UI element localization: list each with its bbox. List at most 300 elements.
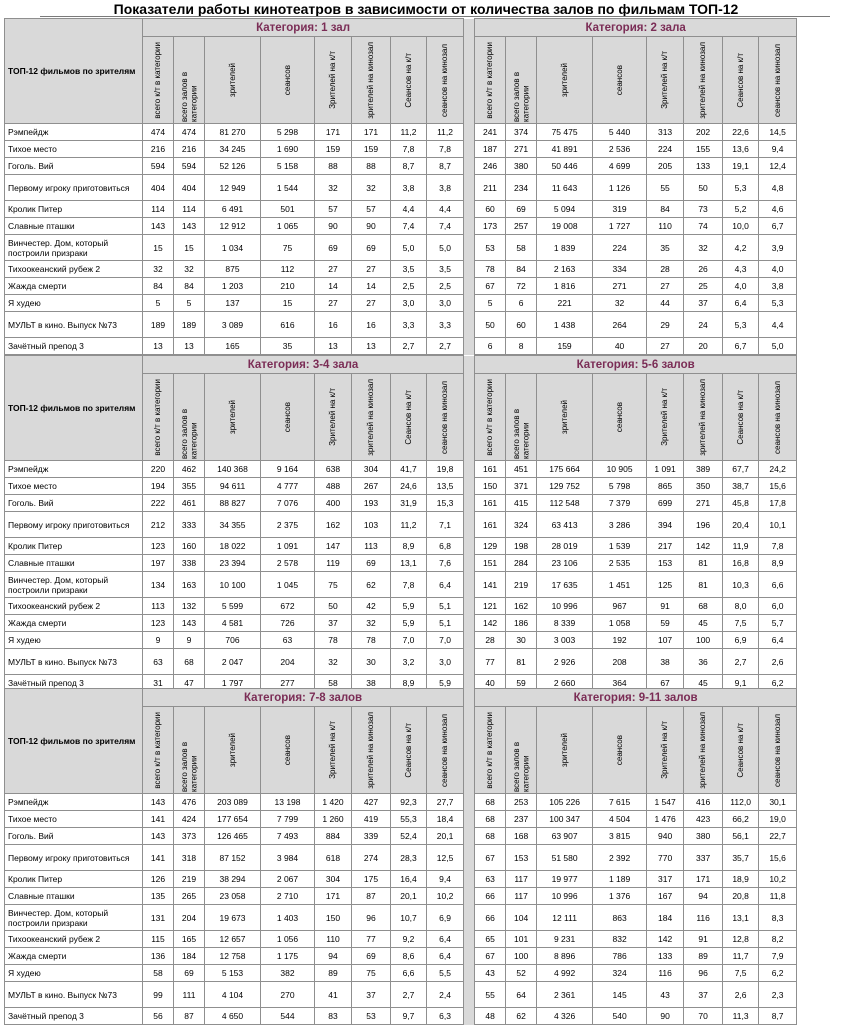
- column-header: [647, 374, 684, 461]
- table-cell: 68: [475, 828, 506, 845]
- table-cell: 16: [352, 312, 391, 338]
- table-cell: 7 076: [261, 495, 315, 512]
- table-cell: 35,7: [723, 845, 759, 871]
- column-header-label: сеансов на кинозал: [440, 713, 450, 787]
- table-cell: 884: [315, 828, 352, 845]
- table-cell: 143: [174, 218, 205, 235]
- table-cell: 59: [647, 615, 684, 632]
- column-header: [174, 374, 205, 461]
- table-cell: 66: [475, 888, 506, 905]
- table-cell: 91: [647, 598, 684, 615]
- table-cell: 304: [352, 461, 391, 478]
- category-title-left: Категория: 1 зал: [143, 19, 464, 37]
- table-cell: 2 361: [537, 982, 593, 1008]
- table-cell: 16: [315, 312, 352, 338]
- table-cell: 373: [174, 828, 205, 845]
- column-header: [537, 374, 593, 461]
- table-cell: 165: [205, 338, 261, 355]
- table-cell: 3,0: [391, 295, 427, 312]
- table-cell: 13: [174, 338, 205, 355]
- table-cell: 8,9: [391, 538, 427, 555]
- table-cell: 51 580: [537, 845, 593, 871]
- table-cell: 4,8: [759, 175, 797, 201]
- column-header: [593, 37, 647, 124]
- table-cell: 4 581: [205, 615, 261, 632]
- table-cell: 6,7: [723, 338, 759, 355]
- table-cell: 32: [143, 261, 174, 278]
- table-cell: 77: [475, 649, 506, 675]
- table-cell: 27,7: [427, 794, 464, 811]
- category-title-left: Категория: 7-8 залов: [143, 689, 464, 707]
- table-cell: 6,6: [391, 965, 427, 982]
- table-cell: 264: [593, 312, 647, 338]
- film-name: Гоголь. Вий: [5, 158, 143, 175]
- table-cell: 40: [475, 675, 506, 692]
- table-cell: 424: [174, 811, 205, 828]
- column-header: [205, 374, 261, 461]
- table-cell: 7,5: [723, 965, 759, 982]
- table-cell: 137: [205, 295, 261, 312]
- table-cell: 50: [315, 598, 352, 615]
- table-cell: 404: [143, 175, 174, 201]
- column-header-label: Зрителей на к/т: [328, 51, 338, 109]
- table-cell: 60: [506, 312, 537, 338]
- column-header: [315, 707, 352, 794]
- table-cell: 171: [315, 124, 352, 141]
- table-cell: 111: [174, 982, 205, 1008]
- table-cell: 70: [684, 1008, 723, 1025]
- table-cell: 3,8: [759, 278, 797, 295]
- table-cell: 7,9: [759, 948, 797, 965]
- table-cell: 1 175: [261, 948, 315, 965]
- table-cell: 63: [261, 632, 315, 649]
- table-row: [5, 538, 797, 555]
- table-cell: 68: [475, 811, 506, 828]
- column-header-label: зрителей: [559, 733, 569, 767]
- film-name: Первому игроку приготовиться: [5, 175, 143, 201]
- table-cell: 237: [506, 811, 537, 828]
- table-cell: 427: [352, 794, 391, 811]
- column-header-label: зрителей на кинозал: [366, 41, 376, 119]
- film-name: Я худею: [5, 965, 143, 982]
- table-cell: 78: [315, 632, 352, 649]
- table-cell: 100: [506, 948, 537, 965]
- table-cell: 27: [315, 261, 352, 278]
- table-cell: 69: [506, 201, 537, 218]
- film-name: Славные пташки: [5, 888, 143, 905]
- column-header: [205, 707, 261, 794]
- table-cell: 8,6: [391, 948, 427, 965]
- table-cell: 14: [352, 278, 391, 295]
- table-cell: 5: [174, 295, 205, 312]
- film-name: Жажда смерти: [5, 278, 143, 295]
- table-cell: 52,4: [391, 828, 427, 845]
- table-cell: 337: [684, 845, 723, 871]
- table-cell: 8,7: [759, 1008, 797, 1025]
- column-header-label: всего к/т в категории: [485, 711, 495, 789]
- table-cell: 50: [475, 312, 506, 338]
- table-cell: 616: [261, 312, 315, 338]
- column-header: [143, 707, 174, 794]
- table-cell: 123: [143, 615, 174, 632]
- table-cell: 107: [647, 632, 684, 649]
- table-cell: 140 368: [205, 461, 261, 478]
- film-column-header: ТОП-12 фильмов по зрителям: [5, 689, 143, 794]
- table-row: [5, 278, 797, 295]
- table-cell: 112: [261, 261, 315, 278]
- table-cell: 257: [506, 218, 537, 235]
- column-header-label: зрителей на кинозал: [366, 711, 376, 789]
- table-cell: 69: [352, 555, 391, 572]
- table-cell: 112 548: [537, 495, 593, 512]
- table-cell: 67: [475, 948, 506, 965]
- table-cell: 241: [475, 124, 506, 141]
- table-cell: 27: [352, 261, 391, 278]
- table-cell: 1 547: [647, 794, 684, 811]
- table-cell: 7,0: [427, 632, 464, 649]
- category-table-block: [4, 688, 797, 1025]
- table-cell: 38: [352, 675, 391, 692]
- column-header-label: Сеансов на к/т: [403, 722, 413, 778]
- table-cell: 20,1: [427, 828, 464, 845]
- table-cell: 324: [593, 965, 647, 982]
- table-cell: 126: [143, 871, 174, 888]
- table-cell: 20: [684, 338, 723, 355]
- table-cell: 13: [352, 338, 391, 355]
- column-header-label: Зрителей на к/т: [328, 388, 338, 446]
- table-cell: 68: [174, 649, 205, 675]
- film-name: Первому игроку приготовиться: [5, 845, 143, 871]
- table-cell: 12 758: [205, 948, 261, 965]
- column-header: [391, 374, 427, 461]
- column-header-label: зрителей: [227, 733, 237, 767]
- table-cell: 94 611: [205, 478, 261, 495]
- film-name: Винчестер. Дом, который построили призраки: [5, 905, 143, 931]
- column-header: [684, 707, 723, 794]
- table-cell: 1 420: [315, 794, 352, 811]
- table-cell: 3,2: [391, 649, 427, 675]
- table-cell: 67,7: [723, 461, 759, 478]
- table-cell: 162: [315, 512, 352, 538]
- column-header-label: всего залов в категории: [179, 71, 198, 122]
- table-cell: 4 777: [261, 478, 315, 495]
- column-header-label: всего залов в категории: [511, 71, 531, 122]
- film-name: Тихоокеанский рубеж 2: [5, 598, 143, 615]
- table-cell: 117: [506, 871, 537, 888]
- table-cell: 1 727: [593, 218, 647, 235]
- column-header: [143, 374, 174, 461]
- column-header: [647, 37, 684, 124]
- film-column-header: ТОП-12 фильмов по зрителям: [5, 19, 143, 124]
- category-title-right: Категория: 5-6 залов: [475, 356, 797, 374]
- table-cell: 90: [352, 218, 391, 235]
- column-header: [506, 374, 537, 461]
- table-cell: 13,1: [391, 555, 427, 572]
- table-cell: 30,1: [759, 794, 797, 811]
- table-cell: 168: [506, 828, 537, 845]
- table-cell: 66: [475, 905, 506, 931]
- table-cell: 222: [143, 495, 174, 512]
- table-cell: 84: [506, 261, 537, 278]
- table-cell: 4 504: [593, 811, 647, 828]
- table-cell: 78: [352, 632, 391, 649]
- table-cell: 12,8: [723, 931, 759, 948]
- table-cell: 2 047: [205, 649, 261, 675]
- table-cell: 23 394: [205, 555, 261, 572]
- table-cell: 1 690: [261, 141, 315, 158]
- table-cell: 88: [352, 158, 391, 175]
- table-cell: 4 650: [205, 1008, 261, 1025]
- table-cell: 23 058: [205, 888, 261, 905]
- table-cell: 189: [143, 312, 174, 338]
- table-cell: 1 203: [205, 278, 261, 295]
- category-title-row: [5, 19, 797, 37]
- table-row: [5, 175, 797, 201]
- table-cell: 1 816: [537, 278, 593, 295]
- table-cell: 5 599: [205, 598, 261, 615]
- table-cell: 8,7: [391, 158, 427, 175]
- table-row: [5, 845, 797, 871]
- table-cell: 1 189: [593, 871, 647, 888]
- table-cell: 147: [315, 538, 352, 555]
- column-header-label: всего к/т в категории: [153, 41, 163, 119]
- table-cell: 216: [174, 141, 205, 158]
- table-cell: 16,4: [391, 871, 427, 888]
- table-cell: 4,0: [723, 278, 759, 295]
- table-cell: 1 839: [537, 235, 593, 261]
- table-cell: 88: [315, 158, 352, 175]
- film-name: Гоголь. Вий: [5, 828, 143, 845]
- table-cell: 32: [315, 649, 352, 675]
- table-cell: 8,2: [759, 931, 797, 948]
- table-cell: 42: [352, 598, 391, 615]
- table-cell: 5 440: [593, 124, 647, 141]
- table-cell: 211: [475, 175, 506, 201]
- table-cell: 159: [352, 141, 391, 158]
- table-cell: 78: [475, 261, 506, 278]
- table-cell: 167: [647, 888, 684, 905]
- table-cell: 63: [143, 649, 174, 675]
- table-cell: 2,7: [427, 338, 464, 355]
- film-name: Рэмпейдж: [5, 461, 143, 478]
- table-cell: 56: [143, 1008, 174, 1025]
- table-cell: 3,0: [427, 295, 464, 312]
- category-table-block: [4, 18, 797, 355]
- table-cell: 9: [143, 632, 174, 649]
- table-cell: 184: [647, 905, 684, 931]
- table-cell: 699: [647, 495, 684, 512]
- table-cell: 100 347: [537, 811, 593, 828]
- table-cell: 83: [315, 1008, 352, 1025]
- table-cell: 212: [143, 512, 174, 538]
- table-cell: 29: [647, 312, 684, 338]
- table-cell: 186: [506, 615, 537, 632]
- table-cell: 116: [684, 905, 723, 931]
- table-cell: 265: [174, 888, 205, 905]
- table-cell: 41 891: [537, 141, 593, 158]
- table-cell: 3 089: [205, 312, 261, 338]
- table-cell: 219: [174, 871, 205, 888]
- table-cell: 141: [143, 811, 174, 828]
- table-cell: 9,1: [723, 675, 759, 692]
- table-cell: 26: [684, 261, 723, 278]
- table-cell: 28: [475, 632, 506, 649]
- table-cell: 87: [174, 1008, 205, 1025]
- film-name: Тихоокеанский рубеж 2: [5, 931, 143, 948]
- column-header-label: сеансов: [282, 401, 292, 433]
- table-row: [5, 931, 797, 948]
- column-header: [261, 37, 315, 124]
- table-cell: 13,5: [427, 478, 464, 495]
- table-cell: 3,3: [427, 312, 464, 338]
- table-row: [5, 555, 797, 572]
- table-cell: 6: [475, 338, 506, 355]
- table-cell: 1 451: [593, 572, 647, 598]
- table-cell: 1 438: [537, 312, 593, 338]
- table-row: [5, 158, 797, 175]
- table-cell: 110: [315, 931, 352, 948]
- table-cell: 1 126: [593, 175, 647, 201]
- table-cell: 277: [261, 675, 315, 692]
- table-cell: 66,2: [723, 811, 759, 828]
- table-cell: 875: [205, 261, 261, 278]
- table-cell: 6,9: [723, 632, 759, 649]
- table-cell: 92,3: [391, 794, 427, 811]
- table-cell: 706: [205, 632, 261, 649]
- table-cell: 770: [647, 845, 684, 871]
- table-cell: 187: [475, 141, 506, 158]
- film-name: Тихое место: [5, 478, 143, 495]
- column-header-label: Сеансов на к/т: [735, 389, 745, 445]
- table-cell: 4,6: [759, 201, 797, 218]
- table-cell: 319: [593, 201, 647, 218]
- table-cell: 129: [475, 538, 506, 555]
- table-cell: 19 977: [537, 871, 593, 888]
- table-cell: 171: [315, 888, 352, 905]
- table-cell: 143: [143, 218, 174, 235]
- table-cell: 189: [174, 312, 205, 338]
- table-cell: 4 326: [537, 1008, 593, 1025]
- table-cell: 16,8: [723, 555, 759, 572]
- film-name: Зачётный препод 3: [5, 338, 143, 355]
- table-cell: 7 799: [261, 811, 315, 828]
- category-title-left: Категория: 3-4 зала: [143, 356, 464, 374]
- column-header-label: зрителей на кинозал: [698, 711, 708, 789]
- table-row: [5, 495, 797, 512]
- table-cell: 726: [261, 615, 315, 632]
- table-cell: 12,5: [427, 845, 464, 871]
- table-cell: 5: [475, 295, 506, 312]
- table-cell: 135: [143, 888, 174, 905]
- table-cell: 27: [352, 295, 391, 312]
- table-cell: 10 100: [205, 572, 261, 598]
- table-cell: 10 996: [537, 598, 593, 615]
- table-cell: 224: [593, 235, 647, 261]
- table-cell: 404: [174, 175, 205, 201]
- column-header-label: зрителей на кинозал: [366, 378, 376, 456]
- column-header: [759, 37, 797, 124]
- table-cell: 5: [143, 295, 174, 312]
- table-cell: 28,3: [391, 845, 427, 871]
- table-cell: 159: [537, 338, 593, 355]
- table-cell: 15: [174, 235, 205, 261]
- table-cell: 14,5: [759, 124, 797, 141]
- table-cell: 12 657: [205, 931, 261, 948]
- table-row: [5, 295, 797, 312]
- table-cell: 32: [352, 615, 391, 632]
- table-cell: 13,1: [723, 905, 759, 931]
- table-cell: 177 654: [205, 811, 261, 828]
- table-cell: 2 660: [537, 675, 593, 692]
- table-cell: 125: [647, 572, 684, 598]
- table-cell: 14: [315, 278, 352, 295]
- table-cell: 62: [506, 1008, 537, 1025]
- column-header: [391, 707, 427, 794]
- table-cell: 20,1: [391, 888, 427, 905]
- table-cell: 114: [143, 201, 174, 218]
- column-header-label: сеансов на кинозал: [772, 43, 782, 117]
- column-header: [759, 707, 797, 794]
- table-cell: 204: [174, 905, 205, 931]
- table-cell: 89: [315, 965, 352, 982]
- table-cell: 544: [261, 1008, 315, 1025]
- table-cell: 19 008: [537, 218, 593, 235]
- column-header-label: сеансов: [282, 734, 292, 766]
- table-cell: 10,0: [723, 218, 759, 235]
- table-cell: 5,1: [427, 598, 464, 615]
- table-cell: 55,3: [391, 811, 427, 828]
- film-name: Винчестер. Дом, который построили призраки: [5, 235, 143, 261]
- table-cell: 6,4: [427, 572, 464, 598]
- film-name: Первому игроку приготовиться: [5, 512, 143, 538]
- table-cell: 88 827: [205, 495, 261, 512]
- table-cell: 23 106: [537, 555, 593, 572]
- table-cell: 20,4: [723, 512, 759, 538]
- table-cell: 2 926: [537, 649, 593, 675]
- table-cell: 2,4: [427, 982, 464, 1008]
- column-header: [537, 707, 593, 794]
- table-cell: 9,7: [391, 1008, 427, 1025]
- table-cell: 161: [475, 512, 506, 538]
- table-cell: 25: [684, 278, 723, 295]
- table-cell: 488: [315, 478, 352, 495]
- table-cell: 374: [506, 124, 537, 141]
- column-header: [475, 37, 506, 124]
- table-cell: 1 045: [261, 572, 315, 598]
- table-cell: 22,6: [723, 124, 759, 141]
- table-cell: 90: [315, 218, 352, 235]
- table-cell: 24,2: [759, 461, 797, 478]
- table-cell: 364: [593, 675, 647, 692]
- table-cell: 59: [506, 675, 537, 692]
- table-cell: 234: [506, 175, 537, 201]
- table-cell: 17 635: [537, 572, 593, 598]
- table-cell: 423: [684, 811, 723, 828]
- table-cell: 5 158: [261, 158, 315, 175]
- table-cell: 2,5: [391, 278, 427, 295]
- table-row: [5, 572, 797, 598]
- table-cell: 1 260: [315, 811, 352, 828]
- panel-gap: [464, 356, 475, 692]
- column-header: [647, 707, 684, 794]
- table-cell: 67: [475, 278, 506, 295]
- table-cell: 10,2: [427, 888, 464, 905]
- column-header-label: всего залов в категории: [179, 408, 198, 459]
- table-cell: 333: [174, 512, 205, 538]
- table-cell: 72: [506, 278, 537, 295]
- table-cell: 4,3: [723, 261, 759, 278]
- table-cell: 105 226: [537, 794, 593, 811]
